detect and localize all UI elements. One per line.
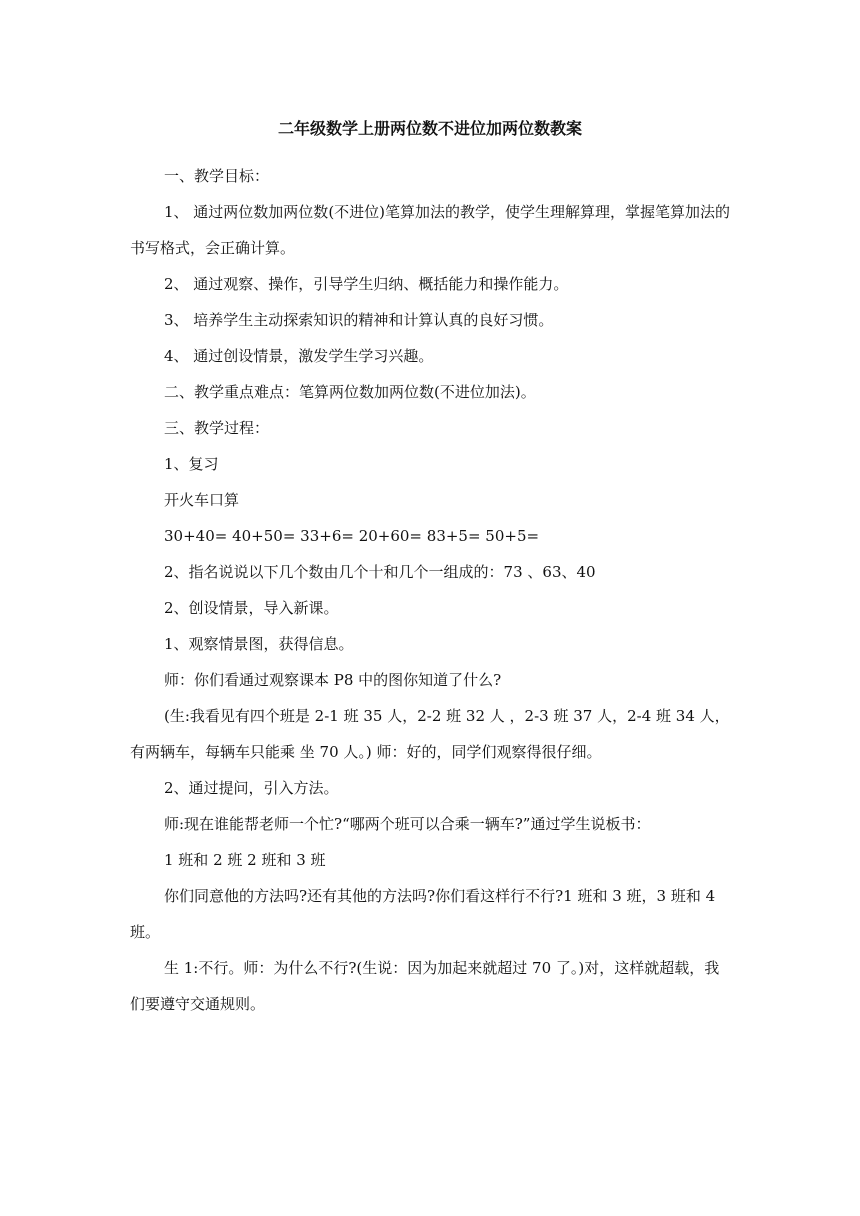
paragraph: 4、 通过创设情景，激发学生学习兴趣。 [164, 347, 434, 365]
paragraph: 2、通过提问，引入方法。 [164, 779, 339, 797]
paragraph: 30+40= 40+50= 33+6= 20+60= 83+5= 50+5= [164, 527, 540, 545]
paragraph: 三、教学过程： [164, 419, 270, 437]
paragraph: 师:现在谁能帮老师一个忙?“哪两个班可以合乘一辆车?”通过学生说板书： [164, 815, 651, 833]
paragraph: 开火车口算 [164, 491, 240, 509]
paragraph: 2、创设情景，导入新课。 [164, 599, 339, 617]
paragraph: 师：你们看通过观察课本 P8 中的图你知道了什么? [164, 671, 502, 689]
paragraph: 你们同意他的方法吗?还有其他的方法吗?你们看这样行不行?1 班和 3 班，3 班和 4 班。 [130, 887, 716, 941]
paragraph: 2、指名说说以下几个数由几个十和几个一组成的：73 、63、40 [164, 563, 596, 581]
document-body [130, 158, 733, 1022]
paragraph: 1、观察情景图，获得信息。 [164, 635, 354, 653]
paragraph: 2、 通过观察、操作，引导学生归纳、概括能力和操作能力。 [164, 275, 569, 293]
paragraph: (生:我看见有四个班是 2-1 班 35 人，2-2 班 32 人 ，2-3 班 37 人，2-4 班 34 人，有两辆车，每辆车只能乘 坐 70 人。) 师：好的，同学们观察得很仔细。 [130, 707, 730, 761]
paragraph: 1、 通过两位数加两位数(不进位)笔算加法的教学，使学生理解算理，掌握笔算加法的书写格式，会正确计算。 [130, 203, 731, 257]
paragraph: 一、教学目标： [164, 167, 270, 185]
paragraph: 二、教学重点难点：笔算两位数加两位数(不进位加法)。 [164, 383, 536, 401]
paragraph: 1、复习 [164, 455, 219, 473]
paragraph: 生 1:不行。师：为什么不行?(生说：因为加起来就超过 70 了。)对，这样就超载，我们要遵守交通规则。 [130, 959, 720, 1013]
paragraph: 3、 培养学生主动探索知识的精神和计算认真的良好习惯。 [164, 311, 554, 329]
document-title: 二年级数学上册两位数不进位加两位数教案 [277, 119, 582, 138]
paragraph: 1 班和 2 班 2 班和 3 班 [164, 851, 326, 869]
